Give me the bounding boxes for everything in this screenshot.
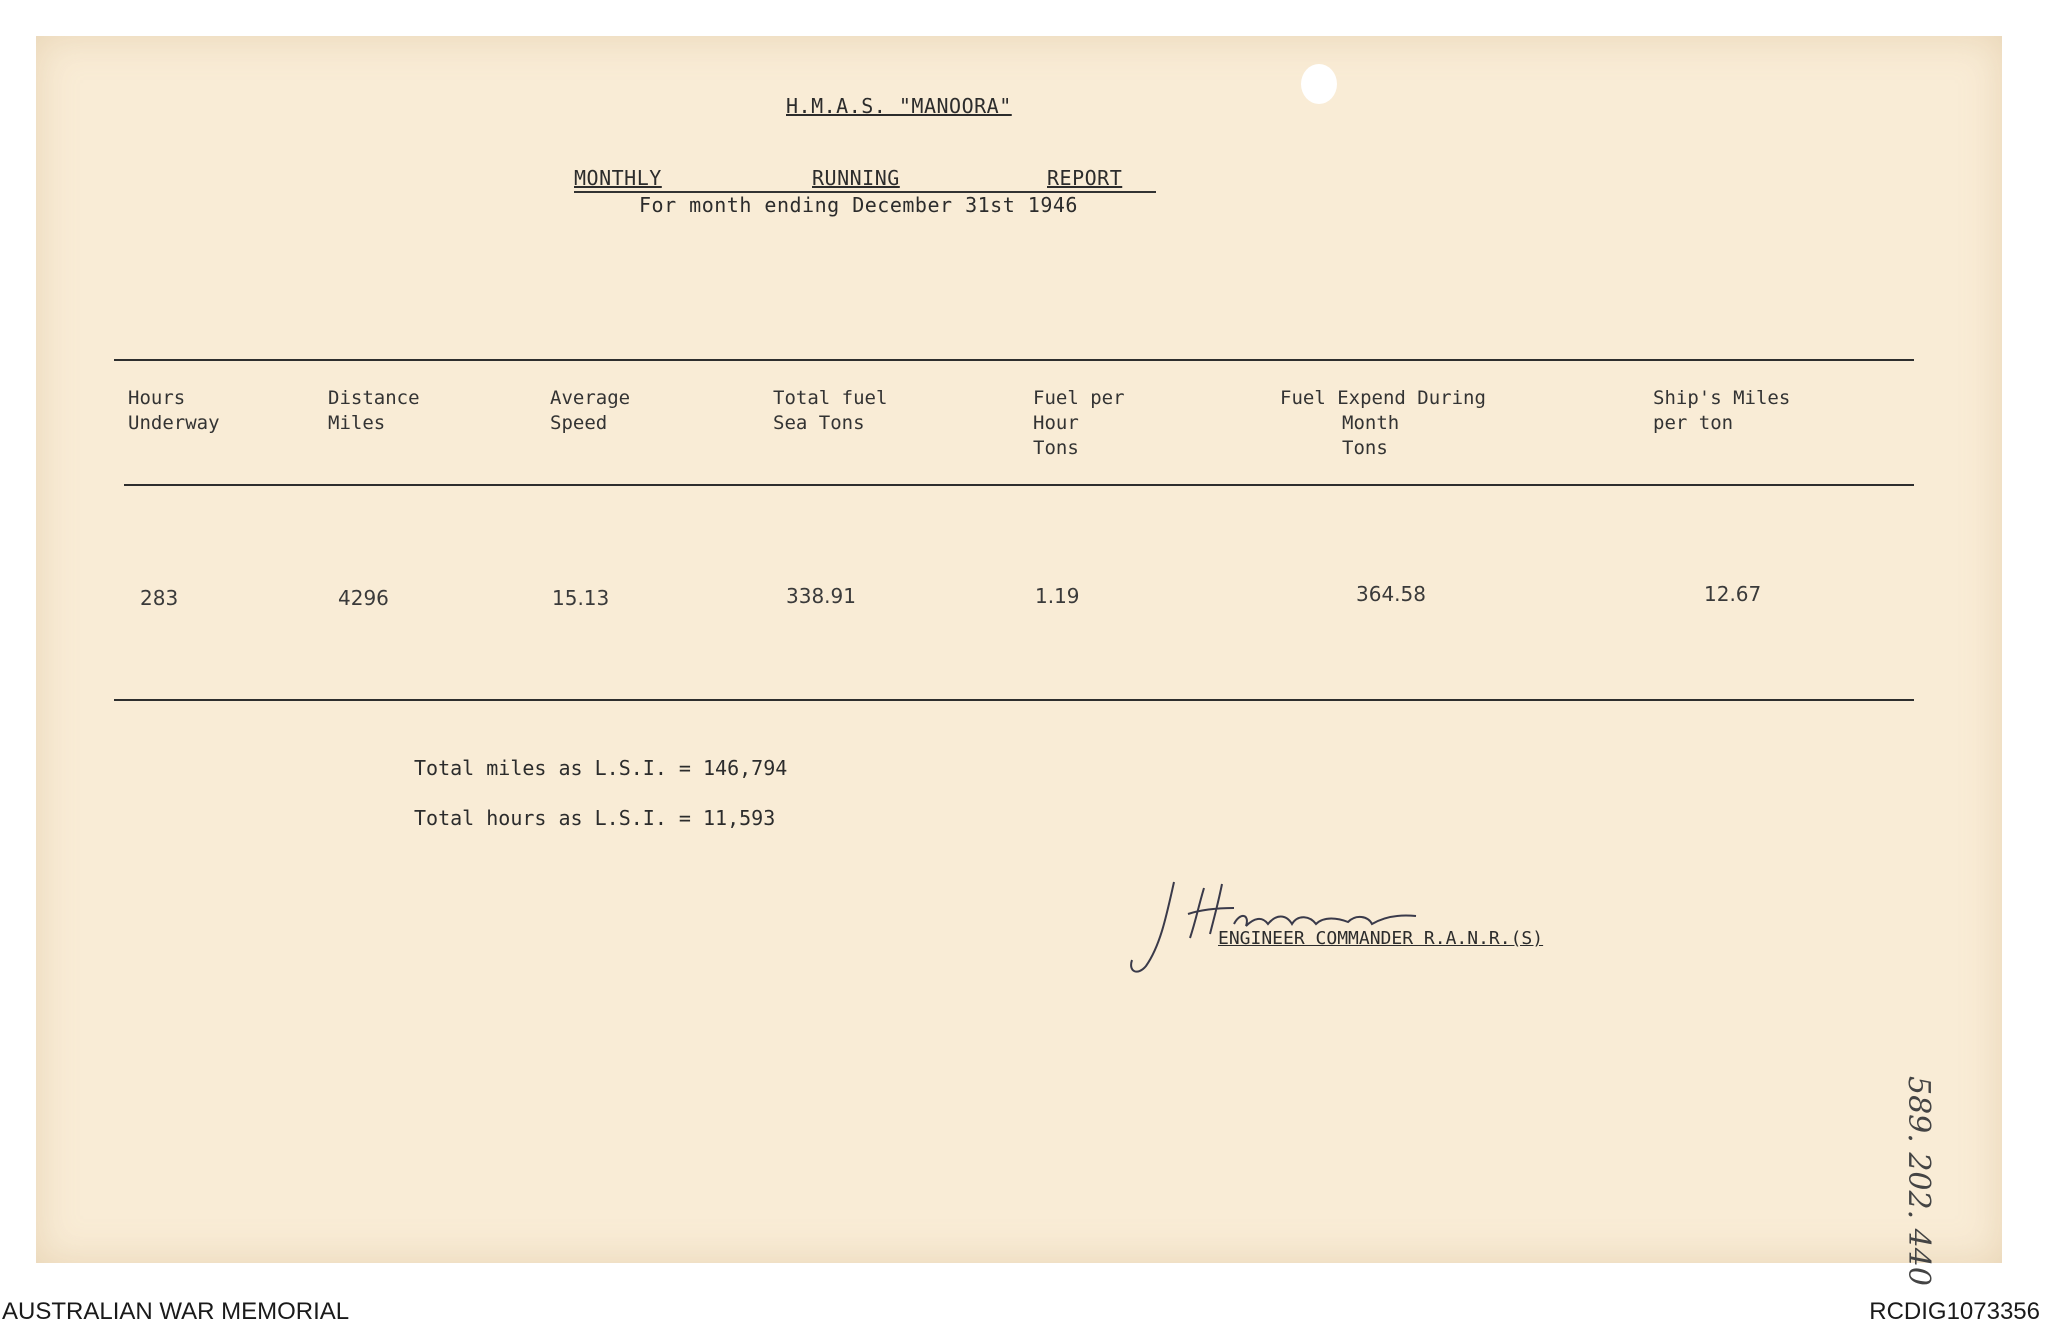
report-word-report: REPORT <box>1047 166 1123 190</box>
reference-number: 589. 202. 440 <box>1901 1076 1936 1286</box>
header-total-fuel: Total fuel Sea Tons <box>773 387 888 434</box>
total-miles-line: Total miles as L.S.I. = 146,794 <box>414 756 788 780</box>
report-word-monthly: MONTHLY <box>574 166 662 190</box>
signature-title: ENGINEER COMMANDER R.A.N.R.(S) <box>1218 928 1544 949</box>
footer-record-id: RCDIG1073356 <box>1869 1298 2040 1325</box>
report-word-running: RUNNING <box>812 166 900 190</box>
value-average-speed: 15.13 <box>552 586 610 610</box>
footer-institution: AUSTRALIAN WAR MEMORIAL <box>2 1298 350 1325</box>
header-distance-miles: Distance Miles <box>328 387 420 434</box>
ship-title: H.M.A.S. "MANOORA" <box>786 94 1012 118</box>
punch-hole <box>1301 64 1337 104</box>
value-fuel-per-hour: 1.19 <box>1035 584 1080 608</box>
value-total-fuel: 338.91 <box>786 584 856 608</box>
value-ships-miles: 12.67 <box>1704 582 1762 606</box>
header-fuel-per-hour: Fuel per Hour Tons <box>1033 387 1125 459</box>
value-hours-underway: 283 <box>140 586 179 610</box>
value-distance-miles: 4296 <box>338 586 389 610</box>
header-hours-underway: Hours Underway <box>128 387 220 434</box>
table-bottom-rule <box>114 699 1914 701</box>
report-subtitle: For month ending December 31st 1946 <box>639 193 1078 217</box>
header-fuel-expend: Fuel Expend During Month Tons <box>1280 387 1486 459</box>
table-header-rule <box>124 484 1914 486</box>
header-average-speed: Average Speed <box>550 387 631 434</box>
document-page <box>36 36 2002 1286</box>
table-top-rule <box>114 359 1914 361</box>
value-fuel-expend: 364.58 <box>1356 582 1426 606</box>
total-hours-line: Total hours as L.S.I. = 11,593 <box>414 806 776 830</box>
header-ships-miles: Ship's Miles per ton <box>1653 387 1791 434</box>
